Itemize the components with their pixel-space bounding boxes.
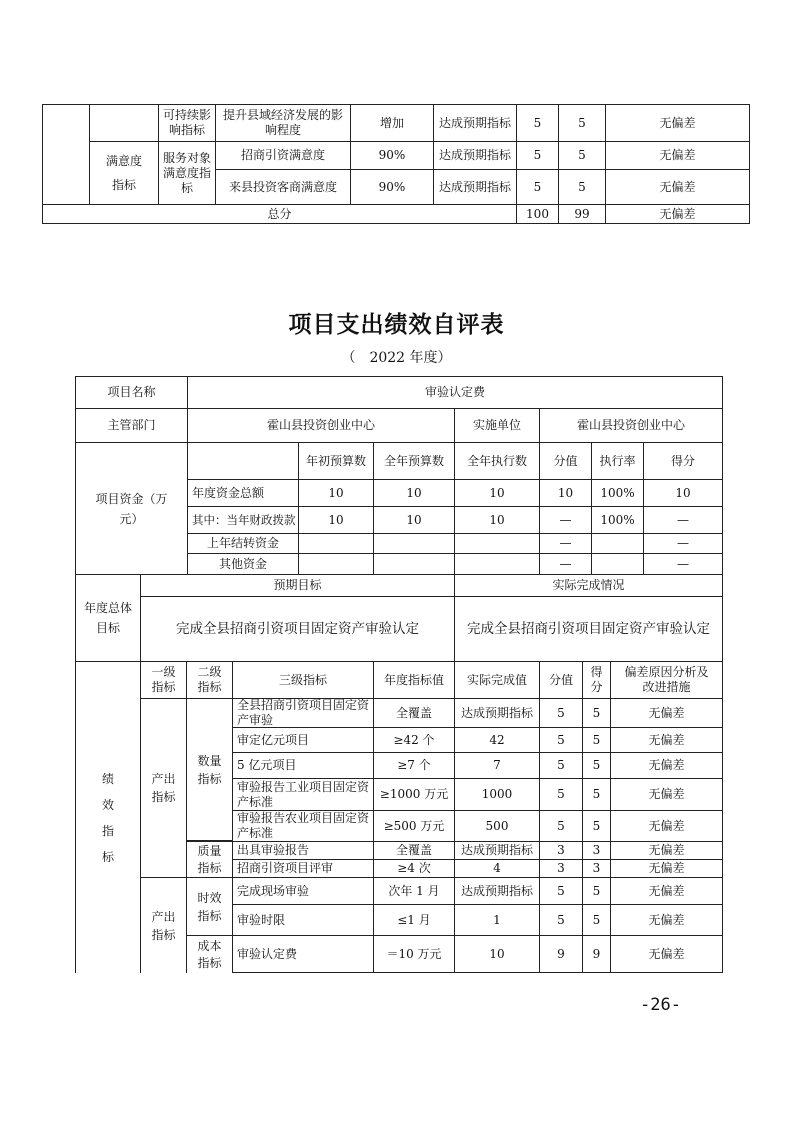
page-title: 项目支出绩效自评表 <box>288 312 505 338</box>
table-cell: 5 <box>539 752 583 779</box>
actual-goal-header: 实际完成情况 <box>454 574 723 597</box>
table-cell: 5 <box>539 698 583 728</box>
table-cell: 5 <box>582 778 611 811</box>
table-cell: 5 <box>516 169 559 205</box>
indicator-name: 审验时限 <box>232 904 374 936</box>
table-cell: 招商引资满意度 <box>215 141 351 170</box>
table-cell: 10 <box>298 506 374 534</box>
table-cell: 满意度指标 <box>89 141 159 205</box>
table-cell: 5 <box>582 877 611 905</box>
table-cell: 5 <box>539 810 583 842</box>
table-cell <box>42 104 90 205</box>
funds-header: 全年预算数 <box>373 442 455 480</box>
table-cell: 100% <box>591 479 644 507</box>
table-cell: 提升县域经济发展的影响程度 <box>215 104 351 142</box>
impl-value: 霍山县投资创业中心 <box>539 408 723 443</box>
table-cell: 3 <box>539 859 583 878</box>
table-cell: ≥1000 万元 <box>373 778 455 811</box>
perf-header: 年度指标值 <box>373 661 455 699</box>
table-cell: 达成预期指标 <box>454 877 540 905</box>
table-cell: 5 <box>516 141 559 170</box>
table-cell: 达成预期指标 <box>433 169 517 205</box>
table-cell: 达成预期指标 <box>433 104 517 142</box>
goals-label: 年度总体目标 <box>75 574 141 662</box>
expected-goal: 完成全县招商引资项目固定资产审验认定 <box>140 596 455 662</box>
table-cell: 增加 <box>350 104 434 142</box>
table-cell: 5 <box>582 904 611 936</box>
funds-row-name: 其他资金 <box>187 553 299 575</box>
table-cell: 无偏差 <box>610 877 723 905</box>
page-number: -26- <box>640 995 681 1015</box>
output-indicator-label: 产出指标 <box>140 877 187 973</box>
perf-header: 分值 <box>539 661 583 699</box>
table-cell <box>454 533 540 554</box>
table-cell: 无偏差 <box>610 752 723 779</box>
table-cell: 无偏差 <box>605 204 750 224</box>
table-cell: 无偏差 <box>605 169 750 205</box>
table-cell: 3 <box>539 841 583 860</box>
time-indicator-label: 时效指标 <box>186 877 233 936</box>
table-cell: 10 <box>454 506 540 534</box>
perf-header: 得分 <box>582 661 611 699</box>
table-cell: 无偏差 <box>605 104 750 142</box>
table-cell: 10 <box>643 479 723 507</box>
table-cell: 90% <box>350 141 434 170</box>
table-cell: 10 <box>373 506 455 534</box>
table-cell: 100 <box>516 204 559 224</box>
table-cell: 无偏差 <box>610 727 723 753</box>
table-cell <box>298 553 374 575</box>
table-cell: 无偏差 <box>605 141 750 170</box>
table-cell: 可持续影响指标 <box>158 104 216 142</box>
table-cell: — <box>643 533 723 554</box>
table-cell: 10 <box>373 479 455 507</box>
table-cell: 9 <box>539 935 583 973</box>
table-cell: 42 <box>454 727 540 753</box>
table-cell: 4 <box>454 859 540 878</box>
funds-header: 得分 <box>643 442 723 480</box>
table-cell: 5 <box>582 698 611 728</box>
table-cell: 10 <box>454 935 540 973</box>
indicator-name: 审验认定费 <box>232 935 374 973</box>
total-label: 总分 <box>42 204 517 224</box>
funds-header: 年初预算数 <box>298 442 374 480</box>
funds-header: 分值 <box>539 442 592 480</box>
table-cell: 次年 1 月 <box>373 877 455 905</box>
table-cell: 5 <box>582 727 611 753</box>
table-cell: 5 <box>539 727 583 753</box>
table-cell: 5 <box>582 810 611 842</box>
table-cell: ≥500 万元 <box>373 810 455 842</box>
table-cell: 1000 <box>454 778 540 811</box>
funds-header: 全年执行数 <box>454 442 540 480</box>
table-cell: 无偏差 <box>610 904 723 936</box>
table-cell: ≥42 个 <box>373 727 455 753</box>
table-cell: 10 <box>454 479 540 507</box>
table-cell: 3 <box>582 841 611 860</box>
table-cell: ≥7 个 <box>373 752 455 779</box>
project-name-label: 项目名称 <box>75 376 188 409</box>
table-cell: 99 <box>558 204 606 224</box>
table-cell: 无偏差 <box>610 859 723 878</box>
table-cell: 达成预期指标 <box>454 698 540 728</box>
table-cell: 90% <box>350 169 434 205</box>
table-cell: 无偏差 <box>610 778 723 811</box>
table-cell: 5 <box>582 752 611 779</box>
table-cell: — <box>539 506 592 534</box>
table-cell <box>298 533 374 554</box>
table-cell: — <box>643 553 723 575</box>
indicator-name: 出具审验报告 <box>232 841 374 860</box>
table-cell: 达成预期指标 <box>454 841 540 860</box>
table-cell: — <box>643 506 723 534</box>
table-cell: — <box>539 533 592 554</box>
table-cell: 10 <box>298 479 374 507</box>
table-cell <box>591 533 644 554</box>
table-cell: 5 <box>516 104 559 142</box>
perf-header: 偏差原因分析及改进措施 <box>610 661 723 699</box>
indicator-name: 审验报告工业项目固定资产标准 <box>232 778 374 811</box>
table-cell: 全覆盖 <box>373 698 455 728</box>
project-name-value: 审验认定费 <box>187 376 723 409</box>
dept-value: 霍山县投资创业中心 <box>187 408 455 443</box>
table-cell: 服务对象满意度指标 <box>158 141 216 205</box>
table-cell: 5 <box>539 778 583 811</box>
indicator-name: 完成现场审验 <box>232 877 374 905</box>
table-cell: 3 <box>582 859 611 878</box>
perf-header: 二级指标 <box>186 661 233 699</box>
table-cell: 5 <box>558 104 606 142</box>
perf-label: 绩效指标 <box>75 661 141 973</box>
table-cell: 达成预期指标 <box>433 141 517 170</box>
table-cell <box>454 553 540 575</box>
table-cell: 5 <box>539 877 583 905</box>
perf-header: 三级指标 <box>232 661 374 699</box>
quantity-indicator-label: 数量指标 <box>186 698 233 841</box>
table-cell: 100% <box>591 506 644 534</box>
output-indicator-label: 产出指标 <box>140 698 187 878</box>
table-cell: 无偏差 <box>610 698 723 728</box>
table-cell: 来县投资客商满意度 <box>215 169 351 205</box>
table-cell: 无偏差 <box>610 810 723 842</box>
funds-row-name: 其中：当年财政拨款 <box>187 506 299 534</box>
table-cell <box>187 442 299 480</box>
table-cell: 500 <box>454 810 540 842</box>
quality-indicator-label: 质量指标 <box>186 841 233 878</box>
funds-row-name: 上年结转资金 <box>187 533 299 554</box>
actual-goal: 完成全县招商引资项目固定资产审验认定 <box>454 596 723 662</box>
funds-header: 执行率 <box>591 442 644 480</box>
table-cell: 无偏差 <box>610 841 723 860</box>
table-cell <box>373 553 455 575</box>
expected-goal-header: 预期目标 <box>140 574 455 597</box>
cost-indicator-label: 成本指标 <box>186 935 233 973</box>
table-cell: 5 <box>539 904 583 936</box>
funds-label: 项目资金（万元） <box>75 442 188 575</box>
table-cell: 7 <box>454 752 540 779</box>
table-cell: 5 <box>558 169 606 205</box>
indicator-name: 招商引资项目评审 <box>232 859 374 878</box>
table-cell: ＝10 万元 <box>373 935 455 973</box>
indicator-name: 全县招商引资项目固定资产审验 <box>232 698 374 728</box>
table-cell <box>89 104 159 142</box>
dept-label: 主管部门 <box>75 408 188 443</box>
table-cell: ≥4 次 <box>373 859 455 878</box>
table-cell: 5 <box>558 141 606 170</box>
table-cell: 10 <box>539 479 592 507</box>
table-cell: 全覆盖 <box>373 841 455 860</box>
perf-header: 一级指标 <box>140 661 187 699</box>
impl-label: 实施单位 <box>454 408 540 443</box>
table-cell <box>373 533 455 554</box>
page-subtitle: （ 2022 年度） <box>341 350 452 366</box>
table-cell: 9 <box>582 935 611 973</box>
indicator-name: 审验报告农业项目固定资产标准 <box>232 810 374 842</box>
table-cell: ≤1 月 <box>373 904 455 936</box>
table-cell <box>591 553 644 575</box>
table-cell: — <box>539 553 592 575</box>
funds-row-name: 年度资金总额 <box>187 479 299 507</box>
table-cell: 无偏差 <box>610 935 723 973</box>
table-cell: 1 <box>454 904 540 936</box>
indicator-name: 5 亿元项目 <box>232 752 374 779</box>
perf-header: 实际完成值 <box>454 661 540 699</box>
indicator-name: 审定亿元项目 <box>232 727 374 753</box>
